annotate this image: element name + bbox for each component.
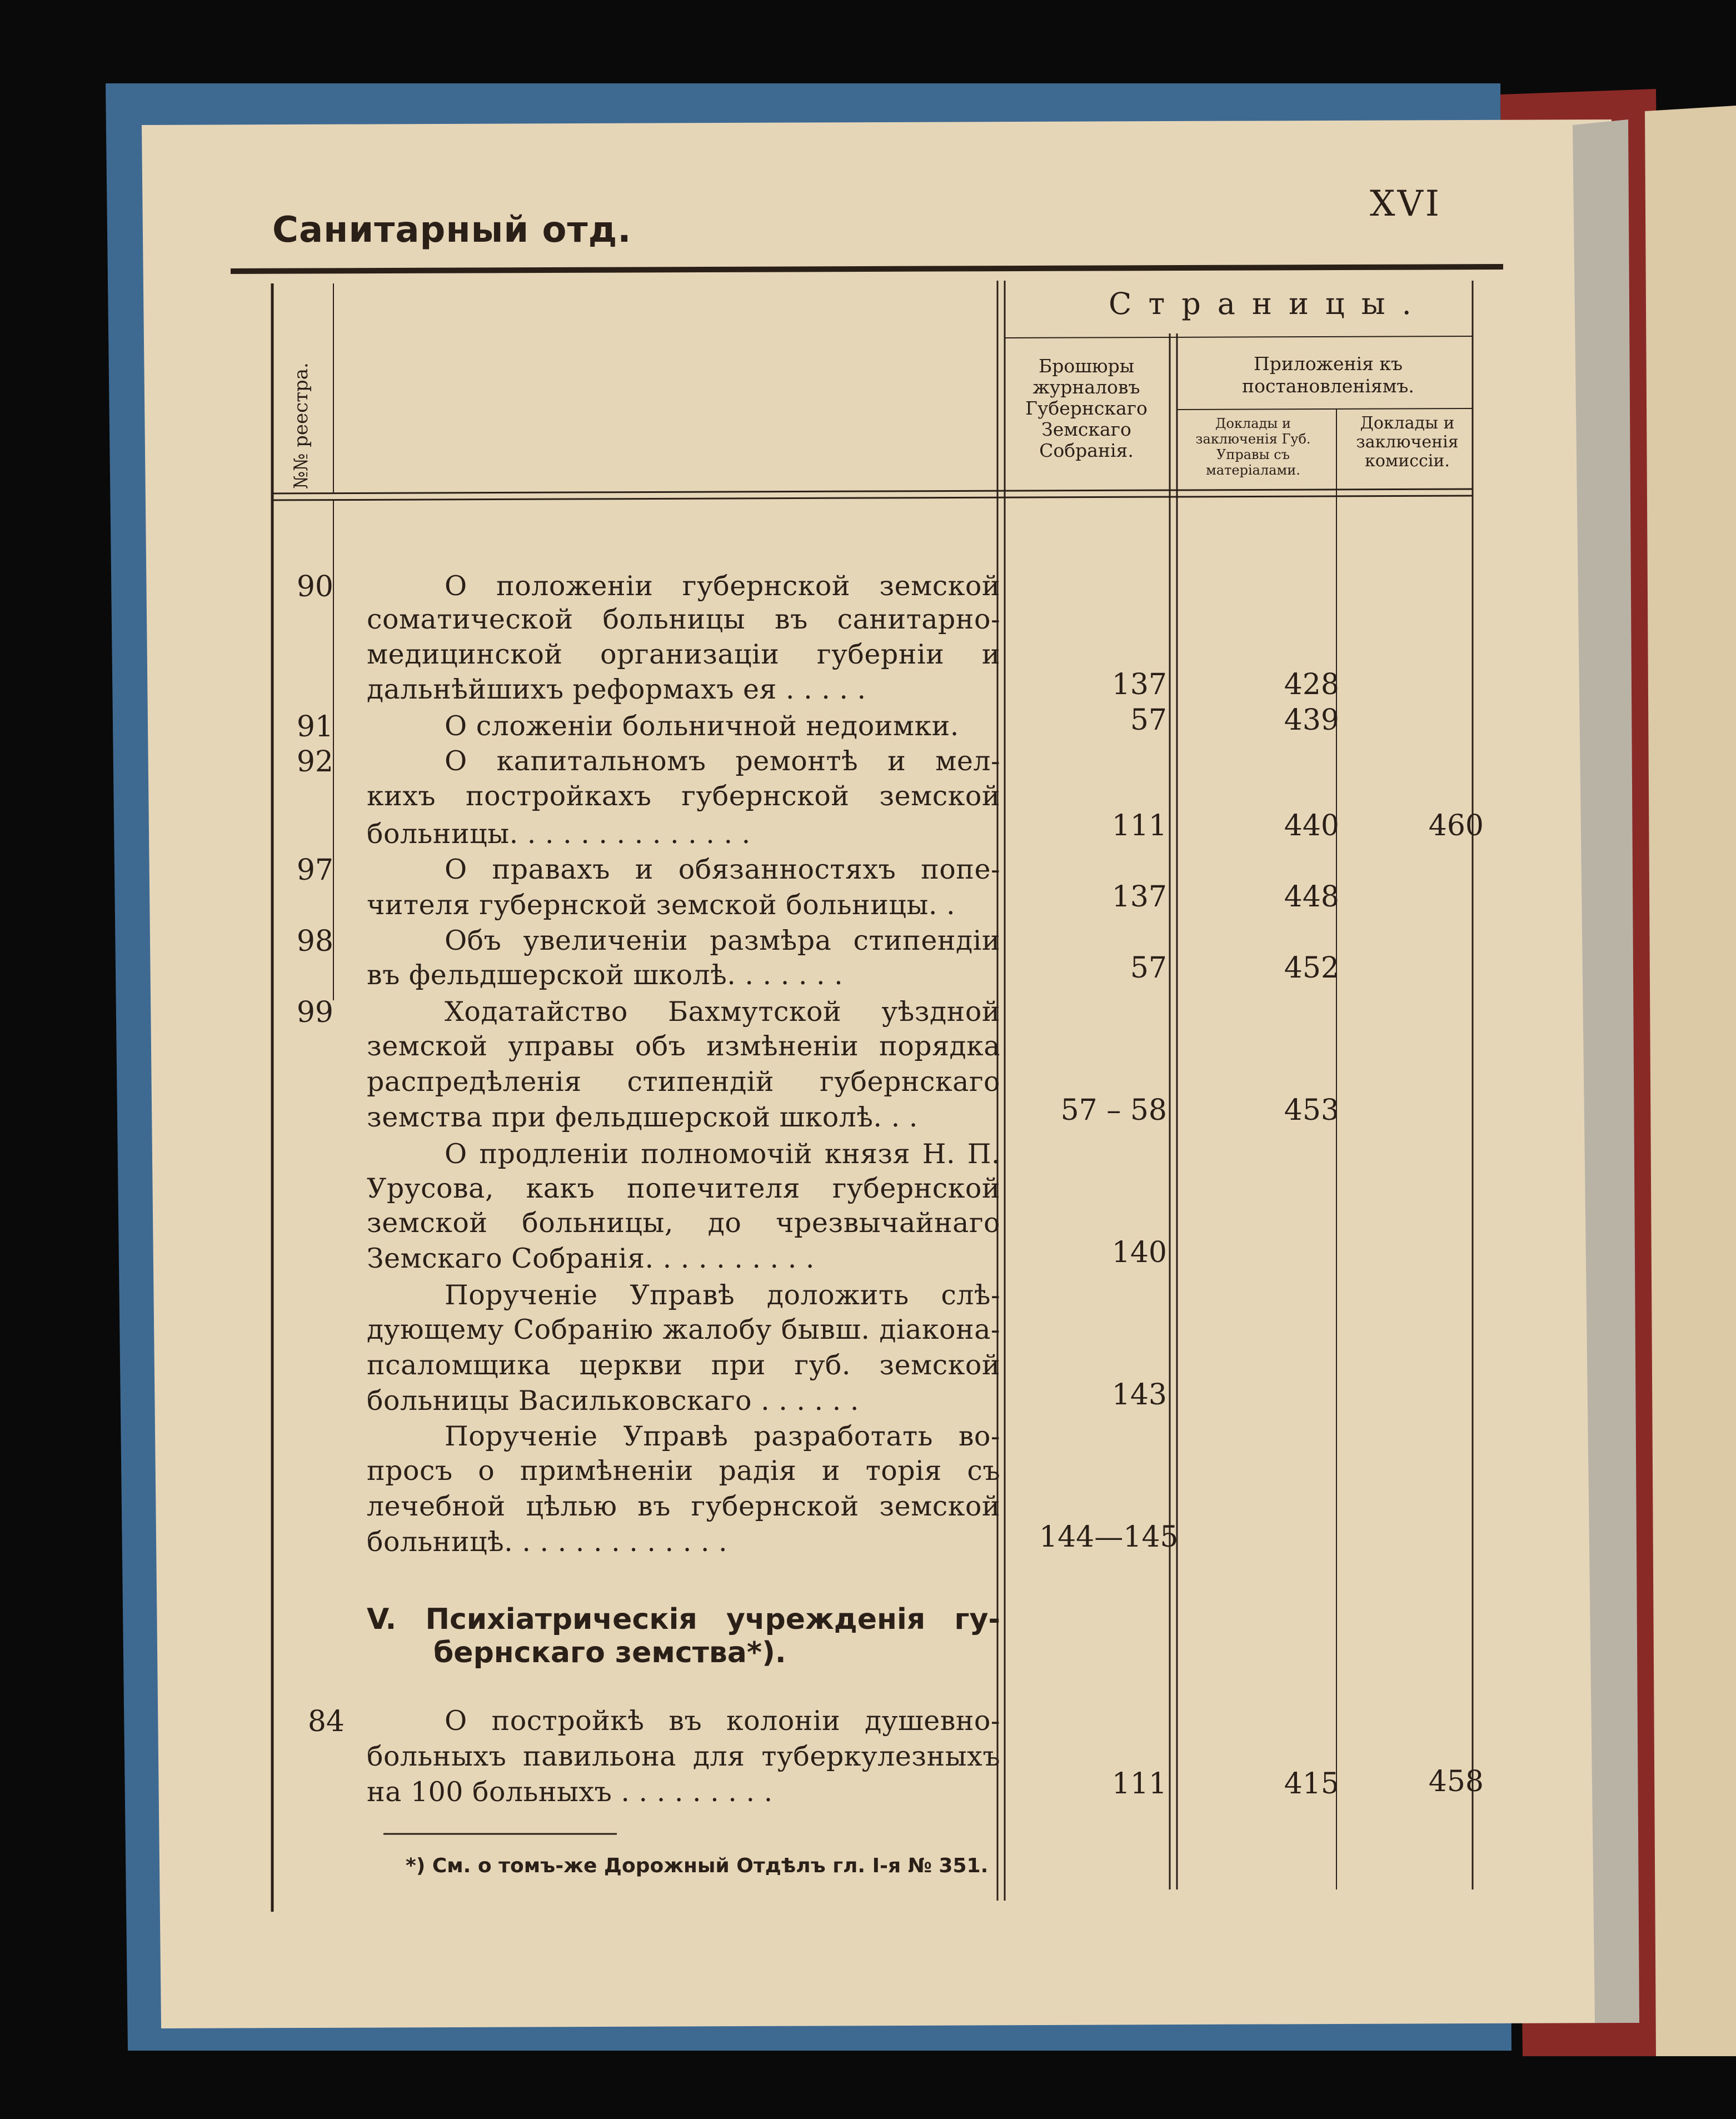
registry-number: 97: [296, 854, 333, 887]
entry-line: медицинской организаціи губерніи и: [367, 639, 1000, 670]
brochures-header: Брошюры журналовъ Губернскаго Земскаго Собранія.: [1025, 355, 1148, 461]
brochure-page: 143: [1111, 1378, 1167, 1412]
board-reports-header: Доклады и заключенія Губ. Управы съ матеріалами.: [1195, 416, 1311, 478]
brochure-page: 137: [1111, 880, 1167, 914]
brochure-page: 111: [1111, 809, 1167, 842]
brochure-page: 140: [1111, 1236, 1167, 1269]
registry-number: 98: [296, 925, 333, 958]
entry-line: чителя губернской земской больницы. .: [367, 889, 956, 921]
registry-number: 90: [296, 570, 333, 604]
entry-line: О постройкѣ въ колоніи душевно-: [445, 1705, 1000, 1737]
entry-line: кихъ постройкахъ губернской земской: [367, 780, 1000, 812]
brochure-page: 144—145: [1039, 1520, 1179, 1554]
board-report-page: 452: [1284, 951, 1339, 985]
registry-number-header: №№ реестра.: [290, 362, 312, 489]
pages-header: Страницы.: [1109, 286, 1428, 321]
entry-line: просъ о примѣненіи радія и торія съ: [367, 1455, 1000, 1487]
entry-line: больныхъ павильона для туберкулезныхъ: [367, 1741, 1000, 1772]
footnote: *) См. о томъ-же Дорожный Отдѣлъ гл. I-я № 351.: [406, 1854, 989, 1877]
entry-line: О правахъ и обязанностяхъ попе-: [445, 854, 1000, 885]
brochure-page: 137: [1111, 668, 1167, 701]
section-title: Санитарный отд.: [272, 210, 632, 251]
brochure-page: 57: [1130, 704, 1167, 737]
entry-line: въ фельдшерской школѣ. . . . . . .: [367, 959, 844, 991]
commission-reports-header: Доклады и заключенія комиссіи.: [1356, 413, 1459, 471]
entry-line: на 100 больныхъ . . . . . . . . .: [367, 1776, 773, 1808]
section-v-heading-line1: V. Психіатрическія учрежденія гу-: [367, 1603, 1000, 1636]
brochure-page: 57: [1130, 951, 1167, 985]
board-report-page: 440: [1284, 809, 1339, 842]
registry-number: 92: [296, 745, 333, 779]
registry-number: 91: [296, 710, 333, 744]
board-report-page: 428: [1284, 668, 1339, 701]
page-number: XVI: [1370, 183, 1442, 225]
entry-line: Земскаго Собранія. . . . . . . . . .: [367, 1243, 815, 1274]
entry-line: соматической больницы въ санитарно-: [367, 604, 1000, 635]
brochure-page: 57 – 58: [1060, 1094, 1167, 1127]
board-report-page: 448: [1284, 880, 1339, 914]
entry-line: земской больницы, до чрезвычайнаго: [367, 1207, 1000, 1239]
section-v-heading-line2: бернскаго земства*).: [433, 1636, 786, 1669]
entry-line: лечебной цѣлью въ губернской земской: [367, 1490, 1000, 1522]
entry-line: земской управы объ измѣненіи порядка: [367, 1030, 1000, 1062]
registry-number: 84: [307, 1705, 345, 1738]
entry-line: Ходатайство Бахмутской уѣздной: [445, 996, 1000, 1028]
entry-line: Порученіе Управѣ доложить слѣ-: [445, 1279, 1000, 1311]
commission-report-page: 460: [1428, 809, 1484, 842]
entry-line: больницы Васильковскаго . . . . . .: [367, 1385, 859, 1417]
entry-line: псаломщика церкви при губ. земской: [367, 1349, 1000, 1381]
entry-line: больницы. . . . . . . . . . . . . .: [367, 818, 751, 850]
entry-line: О сложеніи больничной недоимки.: [445, 710, 959, 742]
board-report-page: 415: [1284, 1767, 1339, 1801]
entry-line: земства при фельдшерской школѣ. . .: [367, 1101, 918, 1133]
entry-line: Урусова, какъ попечителя губернской: [367, 1173, 1000, 1204]
appendices-header: Приложенія къ постановленіямъ.: [1242, 353, 1414, 397]
commission-report-page: 458: [1428, 1765, 1484, 1798]
entry-line: О продленіи полномочій князя Н. П.: [445, 1138, 1000, 1170]
registry-number: 99: [296, 996, 333, 1029]
board-report-page: 439: [1284, 704, 1339, 737]
brochure-page: 111: [1111, 1767, 1167, 1801]
entry-line: распредѣленія стипендій губернскаго: [367, 1066, 1000, 1098]
entry-line: больницѣ. . . . . . . . . . . . .: [367, 1526, 728, 1558]
entry-line: О положеніи губернской земской: [445, 570, 1000, 602]
entry-line: дальнѣйшихъ реформахъ ея . . . . .: [367, 674, 866, 705]
entry-line: Порученіе Управѣ разработать во-: [445, 1420, 1000, 1452]
entry-line: Объ увеличеніи размѣра стипендіи: [445, 925, 1000, 956]
entry-line: О капитальномъ ремонтѣ и мел-: [445, 745, 1000, 777]
right-page-sliver: [1645, 106, 1736, 2056]
entry-line: дующему Собранію жалобу бывш. діакона-: [367, 1314, 1000, 1345]
board-report-page: 453: [1284, 1094, 1339, 1127]
